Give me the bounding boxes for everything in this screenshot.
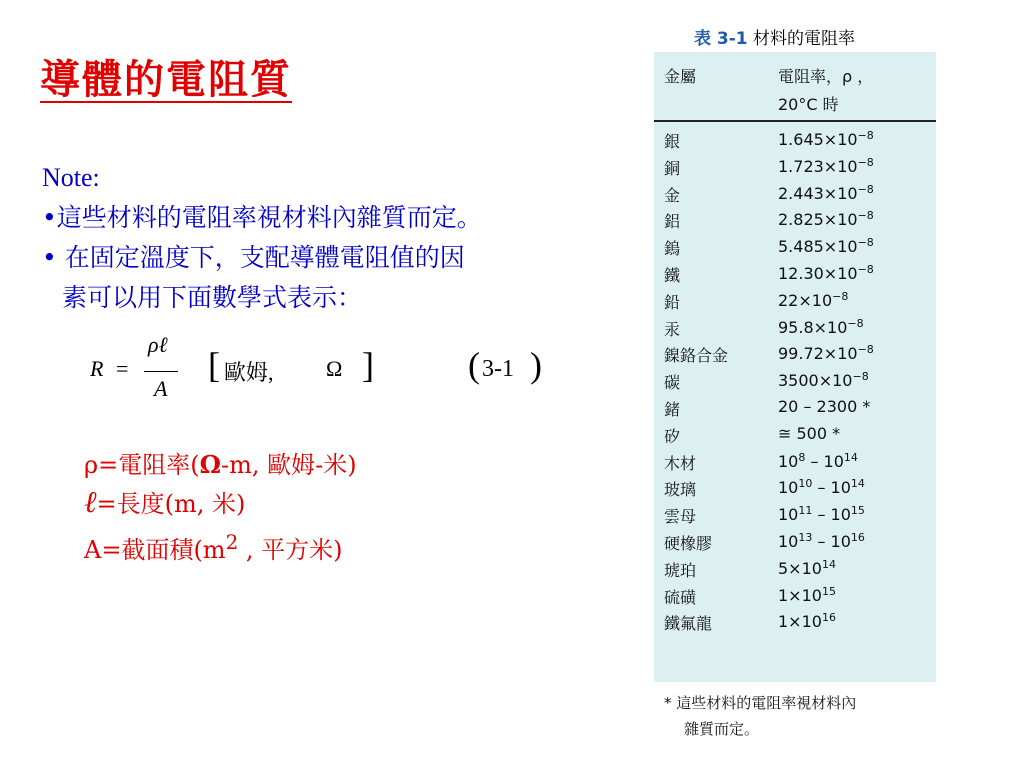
- value-exponent: 16: [821, 611, 836, 625]
- value-range-tail: – 10: [805, 451, 844, 471]
- equation-paren-right: ): [530, 345, 542, 385]
- header-resistivity-line-1: 電阻率，ρ ，: [778, 67, 874, 86]
- formula-unit: 歐姆,: [224, 360, 274, 385]
- resistivity-value: [778, 451, 858, 471]
- def-ell-text: =長度(m, 米): [96, 490, 246, 518]
- material-name: 金: [664, 185, 681, 205]
- value-base: 5×10: [778, 558, 822, 578]
- material-name: 鋁: [664, 212, 681, 232]
- value-exponent: −8: [852, 370, 869, 384]
- value-base: 22×10: [778, 290, 833, 310]
- table-row: [654, 126, 936, 153]
- table-row: [654, 314, 936, 341]
- material-name: 銀: [664, 132, 681, 151]
- resistivity-value: [778, 129, 874, 149]
- notes-block: [42, 158, 642, 318]
- def-rho-prefix: ρ=電阻率(: [84, 451, 200, 479]
- value-exponent: 15: [821, 584, 836, 598]
- formula-denominator: A: [154, 376, 168, 401]
- material-name: 硬橡膠: [664, 533, 713, 553]
- table-row: [654, 555, 936, 582]
- value-base: 3500×10: [778, 371, 853, 391]
- table-body: [654, 126, 936, 635]
- value-base: 1.723×10: [778, 156, 858, 176]
- value-exponent-2: 15: [850, 504, 865, 518]
- resistivity-value: [778, 585, 836, 605]
- definitions-block: [84, 446, 504, 569]
- def-ell-symbol: ℓ: [84, 485, 97, 520]
- resistivity-value: [778, 263, 874, 283]
- value-range-tail: – 10: [812, 531, 851, 551]
- formula-equals: =: [116, 356, 129, 381]
- value-base: 5.485×10: [778, 237, 858, 257]
- material-name: 汞: [664, 319, 681, 339]
- table-header: [654, 52, 936, 122]
- value-exponent: −8: [832, 289, 849, 303]
- material-name: 硫磺: [664, 587, 697, 607]
- value-exponent-2: 14: [850, 477, 865, 491]
- table-row: [654, 394, 936, 421]
- table-row: [654, 340, 936, 367]
- value-base: 20 – 2300 *: [778, 396, 871, 416]
- equation-number: 3-1: [482, 356, 514, 382]
- value-exponent: −8: [847, 316, 864, 330]
- value-exponent: −8: [857, 262, 874, 276]
- def-area-suffix: , 平方米): [238, 536, 343, 564]
- value-range-tail: – 10: [812, 505, 851, 525]
- table-row: [654, 206, 936, 233]
- resistivity-value: [778, 531, 865, 551]
- material-name: 碳: [664, 373, 681, 393]
- resistivity-value: [778, 209, 874, 229]
- value-exponent: −8: [857, 182, 874, 196]
- value-base: 1.645×10: [778, 130, 858, 149]
- table-row: [654, 180, 936, 207]
- formula-numerator: ρℓ: [148, 332, 168, 357]
- unit-bracket-left: [: [208, 345, 220, 385]
- resistivity-value: [778, 156, 874, 176]
- material-name: 鍺: [664, 399, 681, 419]
- table-footnote: [664, 690, 954, 742]
- value-exponent: 8: [798, 450, 806, 464]
- value-base: 99.72×10: [778, 344, 858, 364]
- value-base: 10: [778, 478, 799, 498]
- equation-paren-left: (: [468, 345, 480, 385]
- table-row: [654, 474, 936, 501]
- value-base: 1×10: [778, 612, 822, 632]
- table-row: [654, 501, 936, 528]
- value-exponent-2: 14: [843, 450, 858, 464]
- unit-bracket-right: ]: [362, 345, 374, 385]
- value-exponent: 14: [821, 557, 836, 571]
- resistivity-value: [778, 477, 865, 497]
- resistivity-value: [778, 611, 836, 631]
- note-bullet-2-line-1: • 在固定溫度下，支配導體電阻值的因: [42, 243, 465, 272]
- header-resistivity-line-2: 20°C 時: [778, 95, 839, 114]
- value-range-tail: – 10: [812, 478, 851, 498]
- value-base: 10: [778, 505, 799, 525]
- table-caption-text: 材料的電阻率: [747, 29, 856, 49]
- header-metal: 金屬: [664, 67, 697, 86]
- table-row: [654, 153, 936, 180]
- footnote-line-2: 雜質而定。: [684, 720, 760, 738]
- table-row: [654, 260, 936, 287]
- value-base: 2.825×10: [778, 210, 858, 230]
- table-row: [654, 233, 936, 260]
- resistivity-value: [778, 317, 864, 337]
- def-rho: [84, 446, 504, 484]
- resistivity-table: [654, 52, 936, 682]
- value-exponent-2: 16: [850, 530, 865, 544]
- table-caption: [694, 24, 855, 49]
- resistivity-value: [778, 424, 840, 443]
- table-row: [654, 528, 936, 555]
- value-exponent: 10: [798, 477, 813, 491]
- footnote-line-1: * 這些材料的電阻率視材料內: [664, 694, 857, 712]
- value-exponent: 13: [798, 530, 813, 544]
- value-base: ≅ 500 *: [778, 423, 841, 443]
- table-caption-number: 表 3-1: [694, 29, 748, 49]
- value-base: 10: [778, 451, 799, 471]
- material-name: 鐵: [664, 265, 681, 285]
- value-exponent: −8: [857, 209, 874, 223]
- table-row: [654, 421, 936, 448]
- material-name: 雲母: [664, 507, 697, 527]
- material-name: 鎳鉻合金: [664, 346, 729, 366]
- material-name: 銅: [664, 158, 681, 178]
- note-bullet-2-line-2: 素可以用下面數學式表示：: [62, 283, 363, 312]
- formula-lhs: R: [90, 356, 104, 381]
- value-exponent: 11: [798, 504, 813, 518]
- resistivity-value: [778, 397, 870, 416]
- resistivity-value: [778, 343, 874, 363]
- def-area: [84, 523, 504, 569]
- value-base: 95.8×10: [778, 317, 848, 337]
- value-base: 12.30×10: [778, 263, 858, 283]
- page-title: 導體的電阻質: [40, 56, 292, 103]
- def-area-sup: 2: [225, 530, 239, 554]
- table-row: [654, 287, 936, 314]
- def-rho-omega: Ω: [199, 450, 221, 479]
- def-length: [84, 484, 504, 523]
- value-exponent: −8: [857, 236, 874, 250]
- material-name: 玻璃: [664, 480, 697, 500]
- value-base: 10: [778, 531, 799, 551]
- note-bullet-1: •這些材料的電阻率視材料內雜質而定。: [42, 203, 482, 232]
- value-exponent: −8: [857, 129, 874, 142]
- table-row: [654, 582, 936, 609]
- material-name: 木材: [664, 453, 697, 473]
- resistance-formula: [90, 330, 550, 410]
- fraction-bar: [144, 371, 178, 372]
- material-name: 琥珀: [664, 560, 697, 580]
- value-base: 1×10: [778, 585, 822, 605]
- resistivity-value: [778, 504, 865, 524]
- formula-omega: Ω: [326, 356, 343, 381]
- material-name: 鎢: [664, 239, 681, 259]
- value-exponent: −8: [857, 155, 874, 169]
- resistivity-value: [778, 370, 869, 390]
- resistivity-value: [778, 290, 848, 310]
- value-base: 2.443×10: [778, 183, 858, 203]
- table-row: [654, 608, 936, 635]
- resistivity-value: [778, 183, 874, 203]
- def-area-prefix: A=截面積(m: [84, 536, 226, 564]
- resistivity-value: [778, 558, 836, 578]
- value-exponent: −8: [857, 343, 874, 357]
- material-name: 矽: [664, 426, 681, 446]
- material-name: 鐵氟龍: [664, 614, 713, 634]
- table-row: [654, 367, 936, 394]
- def-rho-suffix: -m, 歐姆-米): [220, 451, 357, 479]
- material-name: 鉛: [664, 292, 681, 312]
- table-row: [654, 448, 936, 475]
- resistivity-value: [778, 236, 874, 256]
- note-label: Note:: [42, 163, 100, 192]
